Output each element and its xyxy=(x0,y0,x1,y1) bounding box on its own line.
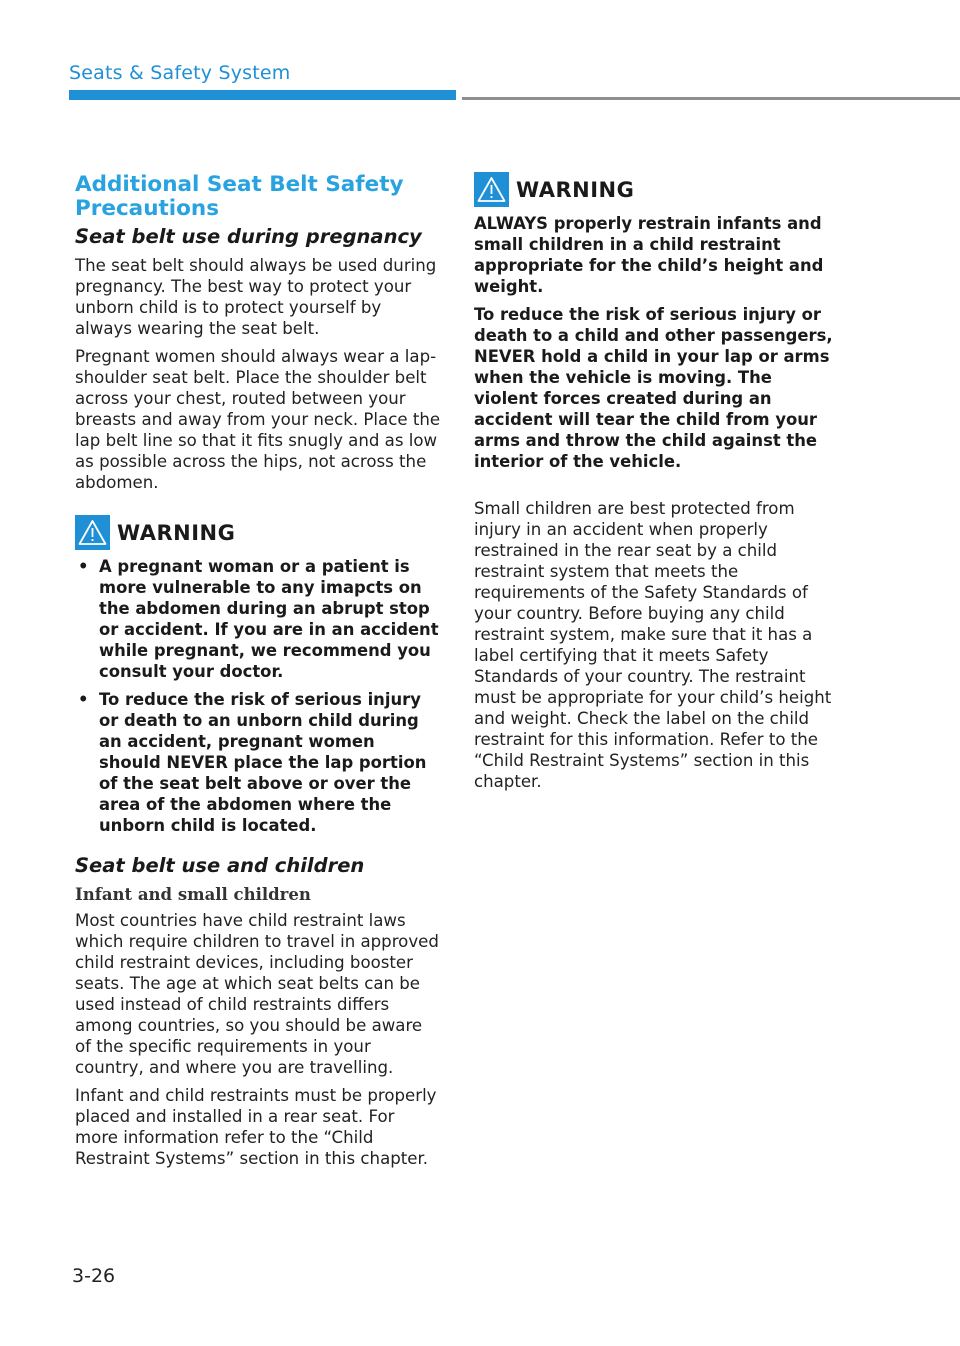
pregnancy-paragraph: The seat belt should always be used during pregnancy. The best way to protect your unborn child is to protect yourself by always wearing the seat belt. xyxy=(75,256,437,338)
warning-label: WARNING xyxy=(516,177,635,202)
page-number: 3-26 xyxy=(72,1265,116,1287)
warning-triangle-icon xyxy=(474,172,509,207)
warning-header xyxy=(474,172,840,207)
children-paragraph: Most countries have child restraint laws which require children to travel in approved child restraint devices, including booster seats. The age at which seat belts can be used instead of child restraints differs among countries, so you should be aware of the specific requirements in your country, and where you are travelling. xyxy=(75,911,439,1077)
warning-paragraph: To reduce the risk of serious injury or death to a child and other passengers, NEVER hold a child in your lap or arms when the vehicle is moving. The violent forces created during an accident will tear the child from your arms and throw the child against the interior of the vehicle. xyxy=(474,305,833,471)
warning-list-item: • A pregnant woman or a patient is more vulnerable to any imapcts on the abdomen during an abrupt stop or accident. If you are in an accident while pregnant, we recommend you consult your doctor. xyxy=(78,557,439,681)
warning-paragraph: ALWAYS properly restrain infants and small children in a child restraint appropriate for the child’s height and weight. xyxy=(474,214,824,296)
warning-list-item: • To reduce the risk of serious injury or death to an unborn child during an accident, pregnant women should NEVER place the lap portion of the seat belt above or over the area of the abdomen where the unborn child is located. xyxy=(78,690,427,835)
child-restraint-paragraph: Small children are best protected from injury in an accident when properly restrained in the rear seat by a child restraint system that meets the requirements of the Safety Standards of your country. Before buying any child restraint system, make sure that it has a label certifying that it meets Safety Standards of your country. The restraint must be appropriate for your child’s height and weight. Check the label on the child restraint for this information. Refer to the “Child Restraint Systems” section in this chapter. xyxy=(474,499,832,791)
right-column xyxy=(474,172,840,799)
children-heading: Seat belt use and children xyxy=(75,854,365,877)
left-column xyxy=(75,173,441,1176)
warning-label: WARNING xyxy=(117,520,236,545)
children-paragraph: Infant and child restraints must be properly placed and installed in a rear seat. For more information refer to the “Child Restraint Systems” section in this chapter. xyxy=(75,1086,437,1168)
warning-list xyxy=(75,556,441,836)
header-accent-bar xyxy=(69,90,456,100)
section-header-title: Seats & Safety System xyxy=(69,62,291,84)
header-divider-line xyxy=(462,97,960,100)
section-title: Additional Seat Belt Safety Precautions xyxy=(75,172,404,221)
pregnancy-heading: Seat belt use during pregnancy xyxy=(75,225,422,248)
infant-subheading: Infant and small children xyxy=(75,885,311,904)
pregnancy-paragraph: Pregnant women should always wear a lap-shoulder seat belt. Place the shoulder belt across your chest, routed between your breasts and away from your neck. Place the lap belt line so that it fits snugly and as low as possible across the hips, not across the abdomen. xyxy=(75,347,441,492)
warning-triangle-icon xyxy=(75,515,110,550)
warning-header xyxy=(75,515,441,550)
